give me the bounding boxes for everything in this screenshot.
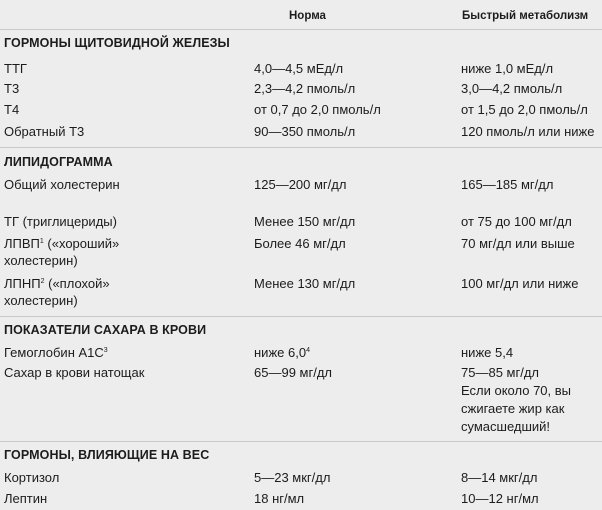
value-line: сжигаете жир как xyxy=(461,401,565,416)
divider xyxy=(0,316,602,317)
row-fast-value: от 75 до 100 мг/дл xyxy=(461,214,572,229)
value-line: Если около 70, вы xyxy=(461,383,571,398)
row-norm-value: 2,3—4,2 пмоль/л xyxy=(254,81,356,96)
footnote-marker: 1 xyxy=(39,238,44,245)
row-norm-value: 65—99 мг/дл xyxy=(254,365,332,380)
row-norm-value: 125—200 мг/дл xyxy=(254,177,347,192)
row-label xyxy=(4,344,108,361)
row-fast-value: ниже 1,0 мЕд/л xyxy=(461,61,554,76)
row-fast-value: 10—12 нг/мл xyxy=(461,491,539,506)
label-part: холестерин) xyxy=(4,253,78,268)
row-label: ТТГ xyxy=(4,61,27,76)
row-norm-value: Менее 130 мг/дл xyxy=(254,276,356,291)
column-header-norm: Норма xyxy=(289,10,326,22)
row-norm-value: 5—23 мкг/дл xyxy=(254,470,331,485)
row-norm-value: 4,0—4,5 мЕд/л xyxy=(254,61,344,76)
row-label: Лептин xyxy=(4,491,48,506)
row-fast-value: 120 пмоль/л или ниже xyxy=(461,124,595,139)
footnote-marker: 3 xyxy=(103,347,108,354)
label-part: Гемоглобин А1С xyxy=(4,345,104,360)
row-norm-value: Более 46 мг/дл xyxy=(254,236,346,251)
label-part: ЛПВП xyxy=(4,236,40,251)
divider xyxy=(0,441,602,442)
label-part: холестерин) xyxy=(4,293,78,308)
row-fast-value: от 1,5 до 2,0 пмоль/л xyxy=(461,102,588,117)
row-label: Сахар в крови натощак xyxy=(4,365,145,380)
row-fast-value: 165—185 мг/дл xyxy=(461,177,554,192)
row-fast-value xyxy=(461,364,571,436)
section-title-blood-sugar: ПОКАЗАТЕЛИ САХАРА В КРОВИ xyxy=(4,323,207,337)
row-fast-value: 100 мг/дл или ниже xyxy=(461,276,579,291)
label-part: ЛПНП xyxy=(4,276,41,291)
section-title-thyroid: ГОРМОНЫ ЩИТОВИДНОЙ ЖЕЛЕЗЫ xyxy=(4,36,230,50)
row-norm-value: 90—350 пмоль/л xyxy=(254,124,356,139)
row-norm-value xyxy=(254,344,310,361)
footnote-marker: 2 xyxy=(40,278,45,285)
footnote-marker: 4 xyxy=(306,347,310,354)
row-label: Кортизол xyxy=(4,470,60,485)
row-norm-value: от 0,7 до 2,0 пмоль/л xyxy=(254,102,381,117)
divider xyxy=(0,29,602,30)
row-fast-value: 8—14 мкг/дл xyxy=(461,470,538,485)
section-title-weight-hormones: ГОРМОНЫ, ВЛИЯЮЩИЕ НА ВЕС xyxy=(4,448,210,462)
row-norm-value: 18 нг/мл xyxy=(254,491,305,506)
value-part: ниже 6,0 xyxy=(254,345,307,360)
column-header-fast-metabolism: Быстрый метаболизм xyxy=(462,10,589,22)
row-label xyxy=(4,275,110,309)
row-norm-value: Менее 150 мг/дл xyxy=(254,214,356,229)
row-label: Т4 xyxy=(4,102,20,117)
divider xyxy=(0,147,602,148)
section-title-lipid: ЛИПИДОГРАММА xyxy=(4,155,113,169)
row-fast-value: 3,0—4,2 пмоль/л xyxy=(461,81,563,96)
value-line: 75—85 мг/дл xyxy=(461,365,539,380)
label-part: («плохой» xyxy=(44,276,110,291)
row-fast-value: 70 мг/дл или выше xyxy=(461,236,575,251)
row-label: Общий холестерин xyxy=(4,177,120,192)
row-label: ТГ (триглицериды) xyxy=(4,214,117,229)
value-line: сумасшедший! xyxy=(461,419,551,434)
row-label xyxy=(4,235,119,269)
row-fast-value: ниже 5,4 xyxy=(461,345,514,360)
row-label: Обратный Т3 xyxy=(4,124,85,139)
label-part: («хороший» xyxy=(43,236,120,251)
row-label: Т3 xyxy=(4,81,20,96)
